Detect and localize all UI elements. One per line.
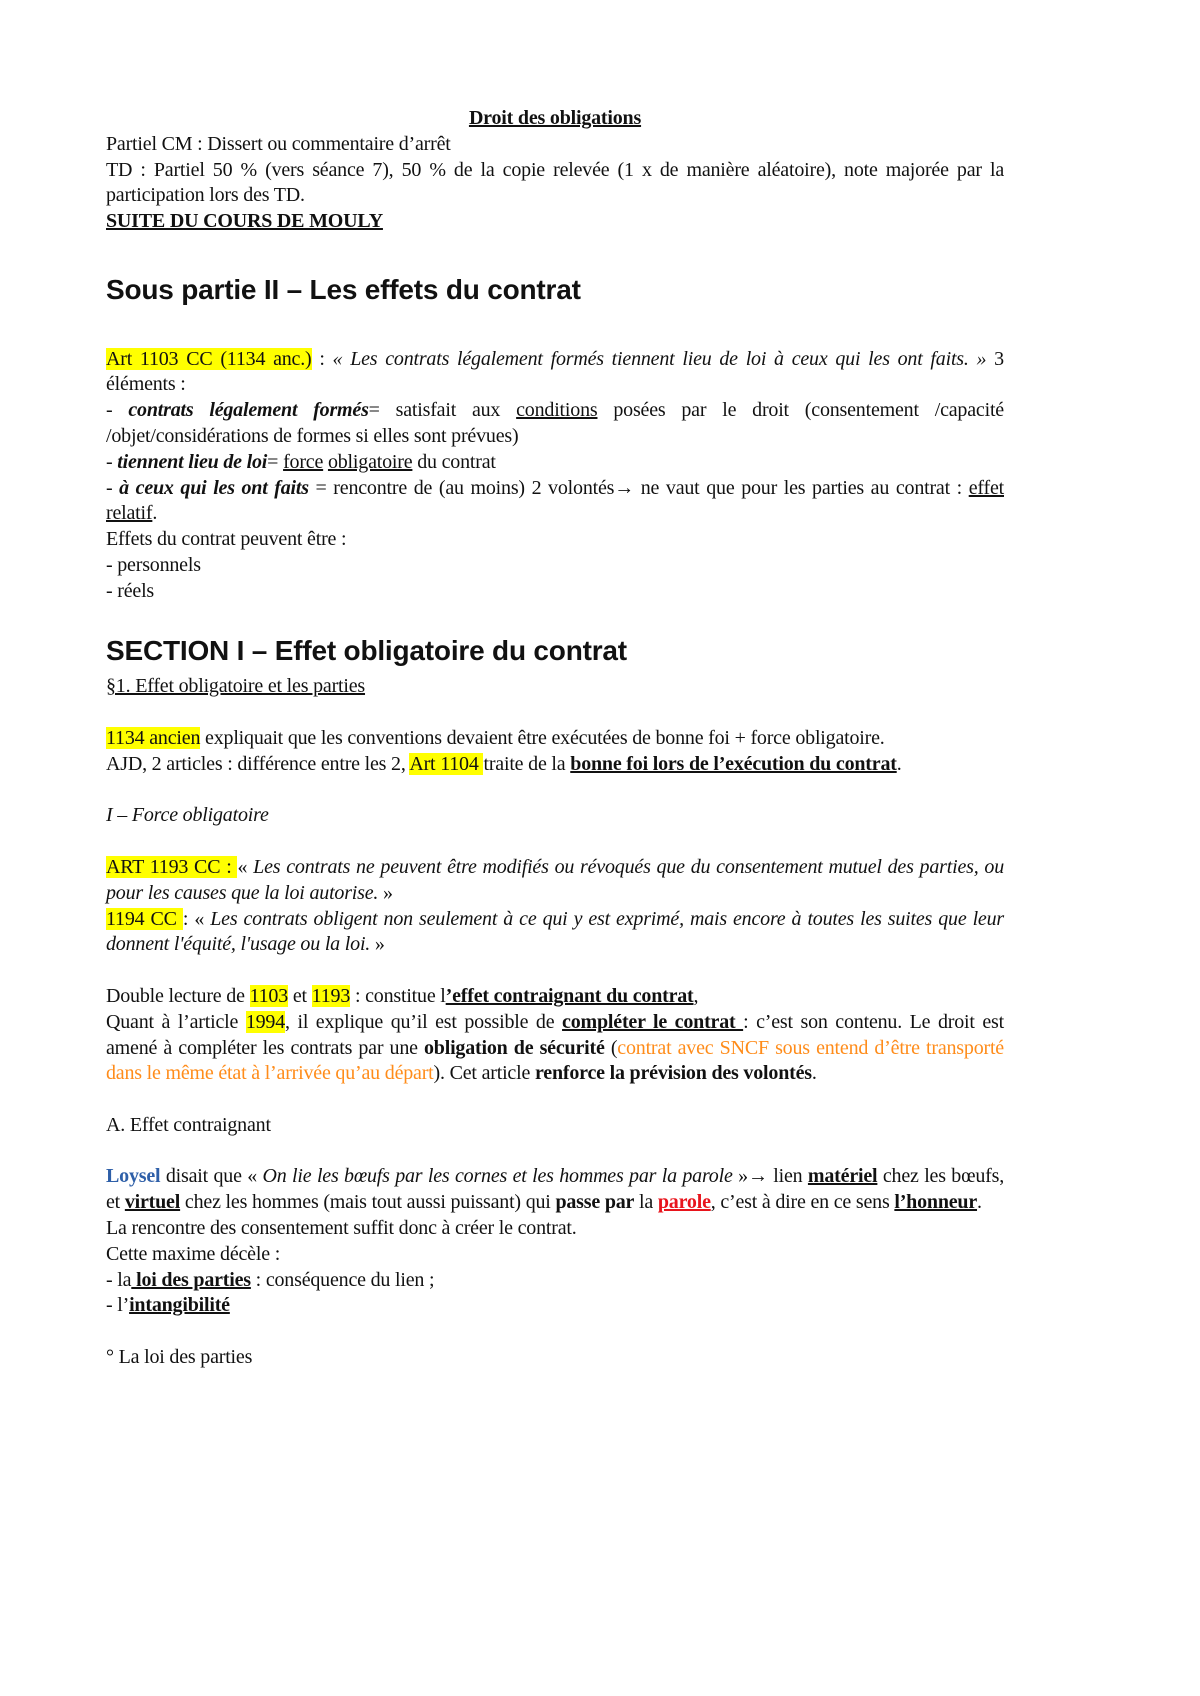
text-run: tiennent lieu de loi (117, 450, 268, 473)
blank-line (106, 235, 1004, 261)
text-run: et (288, 984, 312, 1007)
text-run: Les contrats obligent non seulement à ce qui y est exprimé, mais encore à toutes les suites que leur donnent l'équité, l'usage ou la loi. (106, 907, 1004, 956)
text-run: : « (182, 907, 211, 930)
highlighted-reference: 1994 (245, 1010, 286, 1033)
highlighted-reference: 1193 (311, 984, 351, 1007)
paragraph (106, 158, 1004, 210)
text-run: - personnels (106, 553, 201, 576)
paragraph (106, 1010, 1004, 1087)
blank-line (106, 1087, 1004, 1113)
text-run: - (106, 399, 129, 422)
highlighted-reference: Art 1103 CC (1134 anc.) (106, 347, 312, 370)
paragraph (106, 1164, 1004, 1216)
blank-line (106, 1319, 1004, 1345)
text-run: contrats légalement formés (128, 399, 369, 422)
text-run: renforce la prévision des volontés (534, 1062, 812, 1085)
paragraph (106, 1345, 1004, 1371)
text-run: conditions (516, 399, 598, 422)
highlighted-reference: 1194 CC (106, 907, 183, 930)
paragraph (106, 726, 1004, 752)
text-run: » (370, 933, 385, 956)
text-run: Loysel (106, 1165, 161, 1188)
text-run: Droit des obligations (468, 107, 642, 129)
highlighted-reference: 1134 ancien (106, 726, 201, 749)
text-run: La rencontre des consentement suffit donc à créer le contrat. (106, 1217, 577, 1240)
text-run: : constitue l (350, 984, 446, 1007)
text-run: - l’ (106, 1294, 130, 1317)
paragraph (106, 398, 1004, 450)
text-run: Cette maxime décèle : (106, 1242, 281, 1265)
paragraph (106, 450, 1004, 476)
text-run: = satisfait aux (368, 399, 517, 422)
text-run: loi des parties (131, 1268, 251, 1291)
text-run: « (237, 855, 254, 878)
text-run: intangibilité (129, 1294, 230, 1317)
text-run: I – Force obligatoire (106, 804, 269, 827)
highlighted-reference: 1103 (249, 984, 289, 1007)
document-title (106, 106, 1004, 132)
text-run: ( (604, 1036, 618, 1059)
text-run: SUITE DU COURS DE MOULY (106, 210, 383, 233)
text-run: ). Cet article (433, 1062, 535, 1085)
paragraph (106, 752, 1004, 778)
text-run: SECTION I – Effet obligatoire du contrat (106, 635, 627, 667)
text-run: : (311, 347, 333, 370)
text-run: Les contrats ne peuvent être modifiés ou révoqués que du consentement mutuel des parties, ou pour les causes que la loi autorise. (106, 855, 1004, 904)
paragraph (106, 132, 1004, 158)
paragraph (106, 674, 1004, 700)
paragraph (106, 1293, 1004, 1319)
text-run: »→ lien (732, 1165, 808, 1188)
text-run: chez les bœufs, et (106, 1165, 1004, 1214)
text-run: ’effet contraignant du contrat (445, 984, 694, 1007)
blank-line (106, 778, 1004, 804)
text-run: du contrat (412, 450, 496, 473)
text-run: Sous partie II – Les effets du contrat (106, 273, 581, 305)
blank-line (106, 829, 1004, 855)
blank-line (106, 1139, 1004, 1165)
paragraph (106, 476, 1004, 528)
text-run: la (634, 1191, 658, 1214)
blank-line (106, 700, 1004, 726)
text-run: contrat avec SNCF sous entend d’être transporté dans le même état à l’arrivée qu’au départ (106, 1036, 1004, 1085)
paragraph (106, 1113, 1004, 1139)
paragraph (106, 984, 1004, 1010)
text-run: 3 éléments : (106, 347, 1004, 396)
text-run: » (378, 881, 393, 904)
text-run: effet relatif (106, 476, 1004, 525)
text-run: compléter le contrat (562, 1010, 744, 1033)
text-run: l’honneur (894, 1191, 978, 1214)
text-run: , (693, 984, 699, 1007)
text-run: disait que « (160, 1165, 263, 1188)
text-run: TD : Partiel 50 % (vers séance 7), 50 % de la copie relevée (1 x de manière aléatoire), note majorée par la participation lors des TD. (106, 158, 1004, 207)
text-run: « Les contrats légalement formés tiennent lieu de loi à ceux qui les ont faits. » (332, 347, 987, 370)
text-run: Partiel CM : Dissert ou commentaire d’arrêt (106, 132, 451, 155)
paragraph (106, 579, 1004, 605)
text-run: A. Effet contraignant (106, 1113, 271, 1136)
text-run: = rencontre de (au moins) 2 volontés→ ne vaut que pour les parties au contrat : (308, 476, 969, 499)
text-run: Double lecture de (106, 984, 250, 1007)
text-run: expliquait que les conventions devaient être exécutées de bonne foi + force obligatoire. (200, 726, 885, 749)
section-heading (106, 273, 1004, 307)
section-heading (106, 634, 1004, 668)
text-run: : conséquence du lien ; (250, 1268, 435, 1291)
blank-line (106, 321, 1004, 347)
text-run: force (283, 450, 324, 473)
text-run: - (106, 450, 118, 473)
paragraph (106, 209, 1004, 235)
text-run: matériel (807, 1165, 878, 1188)
text-run: passe par (555, 1191, 635, 1214)
paragraph (106, 803, 1004, 829)
paragraph (106, 855, 1004, 907)
paragraph (106, 1242, 1004, 1268)
text-run: AJD, 2 articles : différence entre les 2, (106, 752, 410, 775)
text-run: Quant à l’article (106, 1010, 246, 1033)
text-run: obligation de sécurité (424, 1036, 605, 1059)
text-run: obligatoire (327, 450, 413, 473)
text-run: ° La loi des parties (106, 1346, 253, 1369)
blank-line (106, 958, 1004, 984)
text-run: : c’est son contenu. Le droit est amené à compléter les contrats par une (106, 1010, 1004, 1059)
paragraph (106, 1268, 1004, 1294)
paragraph (106, 527, 1004, 553)
highlighted-reference: Art 1104 (409, 752, 484, 775)
text-run: à ceux qui les ont faits (119, 476, 309, 499)
text-run: . (896, 752, 902, 775)
text-run: Effets du contrat peuvent être : (106, 528, 347, 551)
text-run: parole (657, 1191, 711, 1214)
text-run: chez les hommes (mais tout aussi puissant) qui (180, 1191, 556, 1214)
text-run: §1. Effet obligatoire et les parties (106, 675, 366, 698)
text-run: - (106, 476, 120, 499)
text-run: . (977, 1191, 982, 1214)
paragraph (106, 907, 1004, 959)
text-run: . (811, 1062, 817, 1085)
text-run: virtuel (124, 1191, 181, 1214)
text-run: posées par le droit (consentement /capacité /objet/considérations de formes si elles sont prévues) (106, 399, 1004, 447)
text-run: - la (106, 1268, 132, 1291)
text-run: - réels (106, 579, 155, 602)
paragraph (106, 553, 1004, 579)
document-page (106, 106, 1004, 1371)
blank-line (106, 605, 1004, 631)
paragraph (106, 347, 1004, 399)
text-run: On lie les bœufs par les cornes et les hommes par la parole (262, 1165, 733, 1188)
text-run: traite de la (483, 752, 571, 775)
text-run: = (267, 450, 284, 473)
text-run: bonne foi lors de l’exécution du contrat (570, 752, 897, 775)
highlighted-reference: ART 1193 CC : (106, 855, 238, 878)
paragraph (106, 1216, 1004, 1242)
text-run: , c’est à dire en ce sens (710, 1191, 895, 1214)
text-run: , il explique qu’il est possible de (285, 1010, 563, 1033)
text-run: . (152, 502, 158, 525)
